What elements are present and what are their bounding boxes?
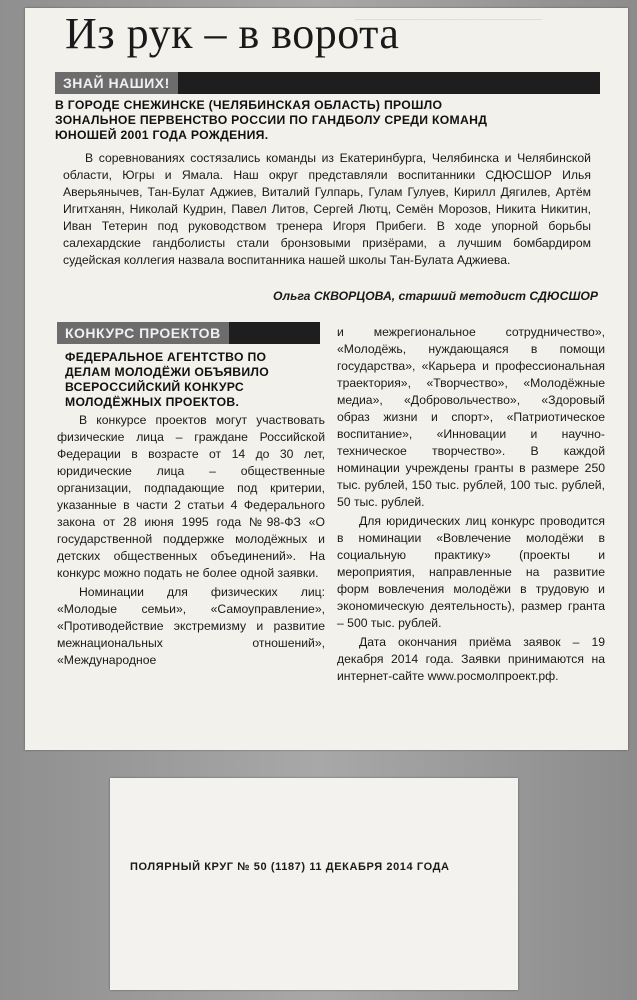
- section2-col2-paragraph: Для юридических лиц конкурс проводится в номинации «Вовлечение молодёжи в социальную практику» (проекты и мероприятия, направленные на развитие форм вовлечения молодёжи в трудовую и экономическую деятельность), размер гранта – 500 тыс. рублей.: [337, 514, 605, 630]
- byline: Ольга СКВОРЦОВА, старший методист СДЮСШОР: [273, 289, 598, 303]
- section2-col2-paragraph: Дата окончания приёма заявок – 19 декабря 2014 года. Заявки принимаются на интернет-сайте www.росмолпроект.рф.: [337, 635, 605, 683]
- section2-lead: ФЕДЕРАЛЬНОЕ АГЕНТСТВО ПО ДЕЛАМ МОЛОДЁЖИ ОБЪЯВИЛО ВСЕРОССИЙСКИЙ КОНКУРС МОЛОДЁЖНЫХ ПРОЕКТОВ.: [65, 350, 270, 409]
- show-through-text: ────────────────────────: [355, 14, 543, 26]
- section1-lead: В ГОРОДЕ СНЕЖИНСКЕ (ЧЕЛЯБИНСКАЯ ОБЛАСТЬ) ПРОШЛО ЗОНАЛЬНОЕ ПЕРВЕНСТВО РОССИИ ПО ГАНДБОЛУ СРЕДИ КОМАНД ЮНОШЕЙ 2001 ГОДА РОЖДЕНИЯ.: [55, 98, 488, 142]
- section2-col1-paragraph: В конкурсе проектов могут участвовать физические лица – граждане Российской Федерации в возрасте от 14 до 30 лет, юридические лица – общественные организации, подпадающие под критерии, указанные в части 2 статьи 4 Федерального закона от 28 июня 1995 года №98-ФЗ «О государственной поддержке молодёжных и детских общественных объединений». На конкурс можно подать не более одной заявки.: [57, 413, 325, 580]
- section-bar-2: [57, 322, 320, 344]
- newspaper-footer: ПОЛЯРНЫЙ КРУГ № 50 (1187) 11 ДЕКАБРЯ 2014 ГОДА: [130, 861, 450, 873]
- headline: Из рук – в ворота: [65, 9, 400, 58]
- newspaper-clipping: [25, 8, 628, 750]
- section2-col1-paragraph: Номинации для физических лиц: «Молодые семьи», «Самоуправление», «Противодействие экстремизму и развитие межнациональных отношений», «Международное: [57, 585, 325, 667]
- section-bar-1: [55, 72, 600, 94]
- section1-body: [63, 150, 591, 271]
- section-label-2: КОНКУРС ПРОЕКТОВ: [57, 322, 229, 344]
- section1-paragraph: В соревнованиях состязались команды из Екатеринбурга, Челябинска и Челябинской области, Югры и Ямала. Наш округ представляли воспитанники СДЮСШОР Илья Аверьянычев, Тан-Булат Аджиев, Виталий Гулпарь, Гулам Гулуев, Кирилл Дягилев, Артём Игитханян, Николай Кудрин, Павел Литов, Сергей Лютц, Семён Морозов, Никита Никитин, Иван Тетерин под руководством тренера Игоря Прибеги. В ходе упорной борьбы салехардские гандболисты стали бронзовыми призёрами, а лучшим бомбардиром судейская коллегия назвала воспитанника нашей школы Тан-Булата Аджиева.: [63, 151, 591, 267]
- section2-column-1: [57, 412, 325, 671]
- section2-col2-continuation: и межрегиональное сотрудничество», «Молодёжь, нуждающаяся в помощи государства», «Карьера и профессиональная траектория», «Творчество», «Молодёжные медиа», «Добровольчество», «Здоровый образ жизни и спорт», «Патриотическое воспитание», «Инновации и научно-техническое творчество». В каждой номинации учреждены гранты в размере 250 тыс. рублей, 150 тыс. рублей, 100 тыс. рублей, 50 тыс. рублей.: [337, 325, 605, 509]
- section-label-1: ЗНАЙ НАШИХ!: [55, 72, 178, 94]
- section2-column-2: [337, 324, 605, 687]
- newspaper-footer-clipping: [110, 778, 518, 990]
